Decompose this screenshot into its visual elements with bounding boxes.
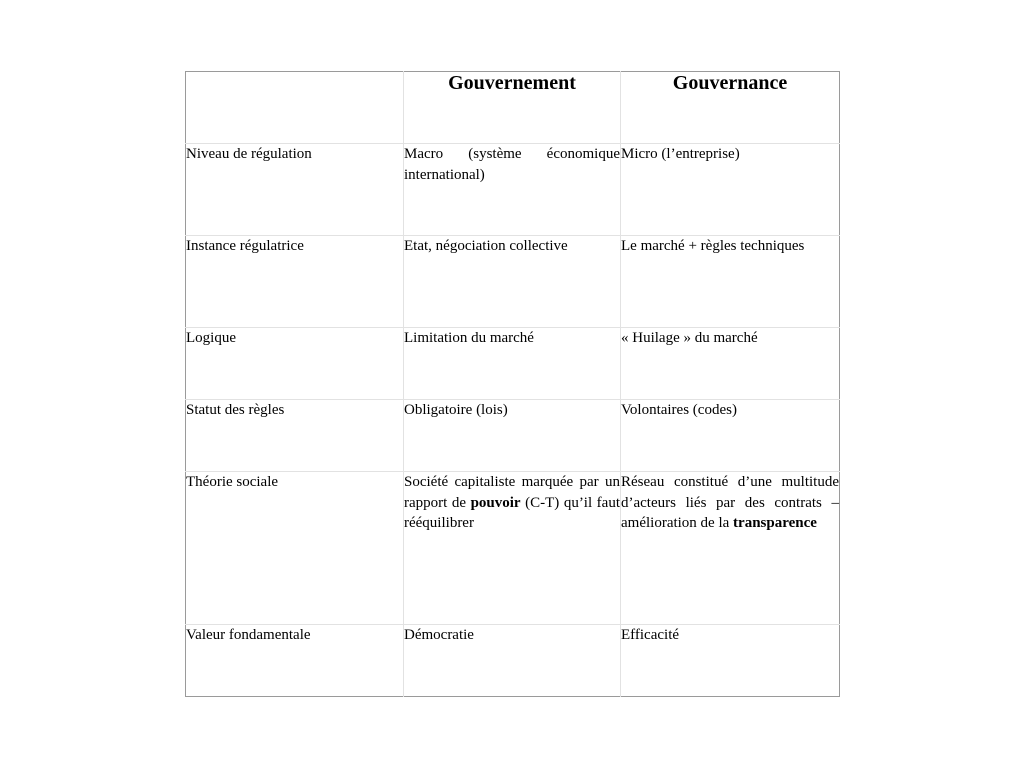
cell-bold-text: pouvoir bbox=[470, 494, 521, 511]
gouvernement-cell: Démocratie bbox=[404, 625, 621, 697]
table-row bbox=[186, 328, 840, 400]
row-label: Logique bbox=[186, 328, 404, 400]
gouvernement-cell: Limitation du marché bbox=[404, 328, 621, 400]
header-gouvernement: Gouvernement bbox=[404, 72, 621, 144]
gouvernement-cell bbox=[404, 472, 621, 625]
gouvernance-cell: « Huilage » du marché bbox=[621, 328, 840, 400]
gouvernance-cell: Le marché + règles techniques bbox=[621, 236, 840, 328]
row-label: Niveau de régulation bbox=[186, 144, 404, 236]
gouvernement-cell: Macro (système économique international) bbox=[404, 144, 621, 236]
cell-text: Réseau constitué d’une multitude d’acteurs liés par des contrats – amélioration de la bbox=[621, 474, 839, 531]
gouvernance-cell bbox=[621, 472, 840, 625]
comparison-table bbox=[185, 71, 840, 697]
table-row bbox=[186, 625, 840, 697]
row-label: Instance régulatrice bbox=[186, 236, 404, 328]
gouvernement-cell: Etat, négociation collective bbox=[404, 236, 621, 328]
table-row bbox=[186, 236, 840, 328]
gouvernement-cell: Obligatoire (lois) bbox=[404, 400, 621, 472]
header-empty-cell bbox=[186, 72, 404, 144]
row-label: Statut des règles bbox=[186, 400, 404, 472]
row-label: Valeur fondamentale bbox=[186, 625, 404, 697]
header-row bbox=[186, 72, 840, 144]
gouvernance-cell: Micro (l’entreprise) bbox=[621, 144, 840, 236]
cell-text: Société capitaliste marquée par un rapport de bbox=[404, 474, 620, 511]
table-row bbox=[186, 472, 840, 625]
table-row bbox=[186, 144, 840, 236]
gouvernance-cell: Volontaires (codes) bbox=[621, 400, 840, 472]
gouvernance-cell: Efficacité bbox=[621, 625, 840, 697]
cell-bold-text: transparence bbox=[733, 515, 817, 531]
cell-text: (C-T) qu’il faut rééquilibrer bbox=[404, 494, 621, 531]
table-row bbox=[186, 400, 840, 472]
row-label: Théorie sociale bbox=[186, 472, 404, 625]
header-gouvernance: Gouvernance bbox=[621, 72, 840, 144]
